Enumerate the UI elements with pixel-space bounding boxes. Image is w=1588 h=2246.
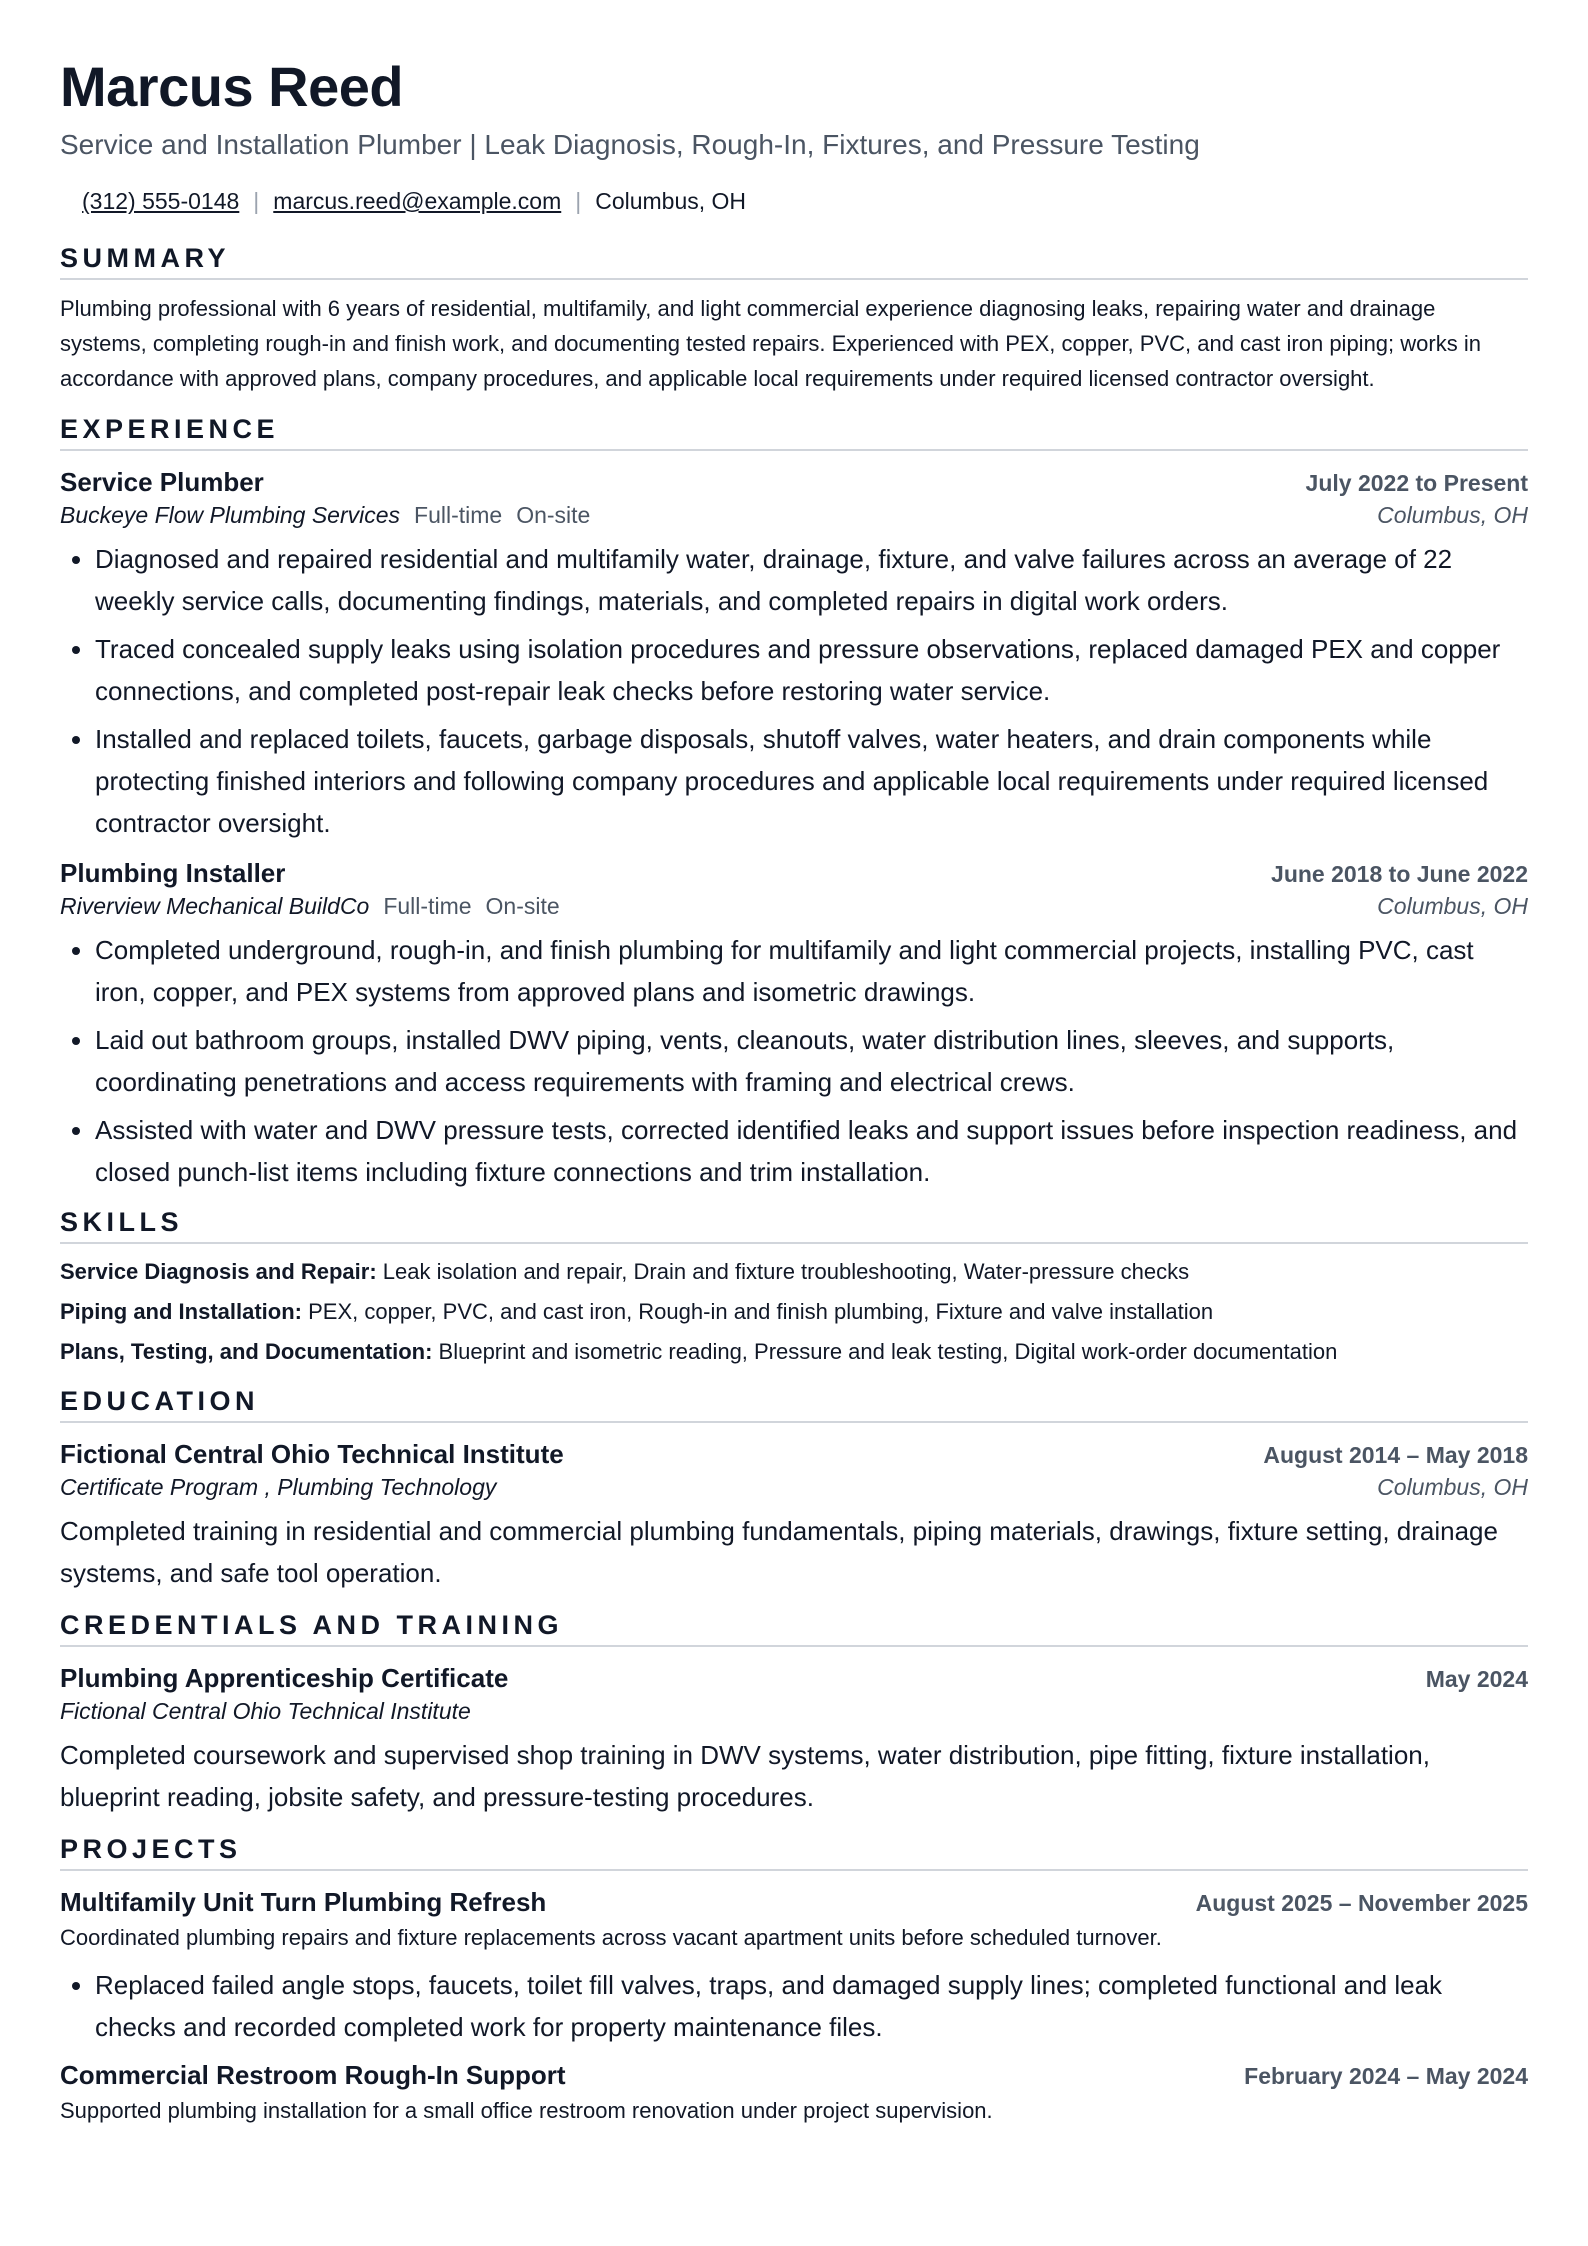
- education-program: Certificate Program , Plumbing Technology: [60, 1474, 497, 1500]
- contact-separator: |: [575, 188, 582, 214]
- project-dates: February 2024 – May 2024: [1244, 2063, 1528, 2089]
- contact-line: [60, 187, 1528, 215]
- project-bullet: • Replaced failed angle stops, faucets, toilet fill valves, traps, and damaged supply lines; completed functional and leak checks and recorded completed work for property maintenance files.: [95, 1964, 1528, 2048]
- section-title-projects: PROJECTS: [60, 1832, 1528, 1871]
- job-location: Columbus, OH: [1377, 502, 1528, 528]
- project-dates: August 2025 – November 2025: [1195, 1890, 1528, 1916]
- projects-section: [60, 1832, 1528, 2129]
- summary-section: [60, 241, 1528, 396]
- job-bullet: • Diagnosed and repaired residential and multifamily water, drainage, fixture, and valve failures across an average of 22 weekly service calls, documenting findings, materials, and completed repairs in digital work orders.: [95, 538, 1528, 622]
- job-entry: [60, 465, 1528, 844]
- education-dates: August 2014 – May 2018: [1263, 1442, 1528, 1468]
- job-dates: June 2018 to June 2022: [1271, 861, 1528, 887]
- job-bullet: • Completed underground, rough-in, and finish plumbing for multifamily and light commercial projects, installing PVC, cast iron, copper, and PEX systems from approved plans and isometric drawings.: [95, 929, 1528, 1013]
- job-bullets: [60, 538, 1528, 844]
- job-title: Plumbing Installer: [60, 858, 286, 888]
- job-title: Service Plumber: [60, 467, 264, 497]
- credential-issuer: Fictional Central Ohio Technical Institute: [60, 1698, 471, 1724]
- job-bullet: • Assisted with water and DWV pressure tests, corrected identified leaks and support issues before inspection readiness, and closed punch-list items including fixture connections and trim installation.: [95, 1109, 1528, 1193]
- school-name: Fictional Central Ohio Technical Institute: [60, 1439, 564, 1469]
- skill-group-label: Service Diagnosis and Repair:: [60, 1259, 377, 1284]
- candidate-name: Marcus Reed: [60, 55, 404, 118]
- company-name: Riverview Mechanical BuildCo: [60, 893, 370, 919]
- job-bullet: • Installed and replaced toilets, faucets, garbage disposals, shutoff valves, water heaters, and drain components while protecting finished interiors and following company procedures and applicable local requirements under required licensed contractor oversight.: [95, 718, 1528, 844]
- project-entry: [60, 2058, 1528, 2129]
- phone-link[interactable]: (312) 555-0148: [82, 188, 240, 214]
- section-title-skills: SKILLS: [60, 1205, 1528, 1244]
- employment-type: Full-time: [383, 893, 472, 919]
- project-bullets: [60, 1964, 1528, 2048]
- work-mode: On-site: [485, 893, 560, 919]
- education-description: Completed training in residential and commercial plumbing fundamentals, piping materials, drawings, fixture setting, drainage systems, and safe tool operation.: [60, 1516, 1498, 1588]
- section-title-credentials: CREDENTIALS AND TRAINING: [60, 1608, 1528, 1647]
- credential-description: Completed coursework and supervised shop training in DWV systems, water distribution, pipe fitting, fixture installation, blueprint reading, jobsite safety, and pressure-testing procedures.: [60, 1740, 1430, 1812]
- experience-section: [60, 412, 1528, 1193]
- job-location: Columbus, OH: [1377, 893, 1528, 919]
- project-description: Supported plumbing installation for a small office restroom renovation under project supervision.: [60, 2098, 993, 2123]
- credentials-section: [60, 1608, 1528, 1818]
- job-bullet: • Traced concealed supply leaks using isolation procedures and pressure observations, replaced damaged PEX and copper connections, and completed post-repair leak checks before restoring water service.: [95, 628, 1528, 712]
- credential-name: Plumbing Apprenticeship Certificate: [60, 1663, 509, 1693]
- project-description: Coordinated plumbing repairs and fixture replacements across vacant apartment units before scheduled turnover.: [60, 1925, 1162, 1950]
- skill-group-items: Blueprint and isometric reading, Pressure and leak testing, Digital work-order documentation: [438, 1339, 1338, 1364]
- credential-entry: [60, 1661, 1528, 1818]
- credential-date: May 2024: [1425, 1666, 1528, 1692]
- contact-location: Columbus, OH: [595, 188, 747, 214]
- company-name: Buckeye Flow Plumbing Services: [60, 502, 401, 528]
- section-title-education: EDUCATION: [60, 1384, 1528, 1423]
- skill-group: [60, 1332, 1528, 1372]
- education-section: [60, 1384, 1528, 1594]
- work-mode: On-site: [516, 502, 591, 528]
- job-bullet: • Laid out bathroom groups, installed DWV piping, vents, cleanouts, water distribution lines, sleeves, and supports, coordinating penetrations and access requirements with framing and electrical crews.: [95, 1019, 1528, 1103]
- employment-type: Full-time: [414, 502, 503, 528]
- candidate-headline: Service and Installation Plumber | Leak Diagnosis, Rough-In, Fixtures, and Pressure Testing: [60, 129, 1200, 160]
- skill-group-label: Piping and Installation:: [60, 1299, 302, 1324]
- skills-section: [60, 1205, 1528, 1372]
- job-entry: [60, 856, 1528, 1193]
- education-entry: [60, 1437, 1528, 1594]
- summary-text: Plumbing professional with 6 years of residential, multifamily, and light commercial experience diagnosing leaks, repairing water and drainage systems, completing rough-in and finish work, and documenting tested repairs. Experienced with PEX, copper, PVC, and cast iron piping; works in accordance with approved plans, company procedures, and applicable local requirements under required licensed contractor oversight.: [60, 296, 1481, 391]
- section-title-summary: SUMMARY: [60, 241, 1528, 280]
- job-bullets: [60, 929, 1528, 1193]
- education-location: Columbus, OH: [1377, 1474, 1528, 1500]
- skill-group-label: Plans, Testing, and Documentation:: [60, 1339, 433, 1364]
- skill-group: [60, 1252, 1528, 1292]
- skill-group-items: PEX, copper, PVC, and cast iron, Rough-in and finish plumbing, Fixture and valve installation: [308, 1299, 1214, 1324]
- skills-list: [60, 1252, 1528, 1372]
- project-entry: [60, 1885, 1528, 2048]
- contact-separator: |: [253, 188, 260, 214]
- project-name: Multifamily Unit Turn Plumbing Refresh: [60, 1887, 547, 1917]
- email-link[interactable]: marcus.reed@example.com: [273, 188, 562, 214]
- project-name: Commercial Restroom Rough-In Support: [60, 2060, 566, 2090]
- section-title-experience: EXPERIENCE: [60, 412, 1528, 451]
- skill-group: [60, 1292, 1528, 1332]
- resume-header: [60, 54, 1528, 215]
- job-dates: July 2022 to Present: [1305, 470, 1528, 496]
- skill-group-items: Leak isolation and repair, Drain and fixture troubleshooting, Water-pressure checks: [382, 1259, 1190, 1284]
